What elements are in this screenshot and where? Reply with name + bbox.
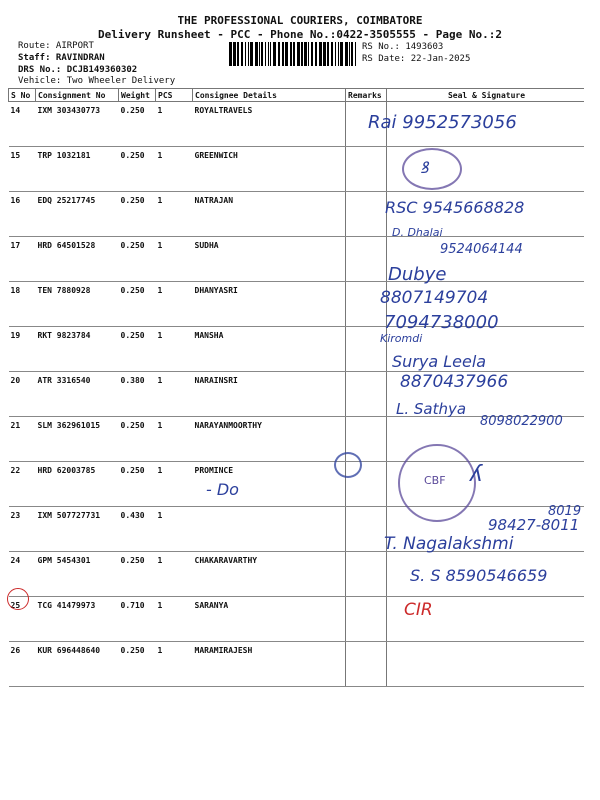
cell-sno: 18 xyxy=(9,282,36,327)
handwritten-code-26: CIR xyxy=(404,600,433,620)
handwritten-phone-25: S. S 8590546659 xyxy=(410,566,548,585)
cell-consignee: MANSHA xyxy=(193,327,346,372)
cell-consignment: KUR 696448640 xyxy=(36,642,119,687)
col-weight: Weight xyxy=(119,89,156,102)
cell-remarks xyxy=(346,372,387,417)
handwritten-signature-15: ꝸ xyxy=(420,158,429,177)
cell-weight: 0.430 xyxy=(119,507,156,552)
handwritten-phone-19: 7094738000 xyxy=(384,312,499,333)
cell-consignment: TCG 41479973 xyxy=(36,597,119,642)
cell-weight: 0.250 xyxy=(119,282,156,327)
runsheet-subtitle: Delivery Runsheet - PCC - Phone No.:0422-3505555 - Page No.:2 xyxy=(98,28,502,41)
staff-label: Staff: RAVINDRAN xyxy=(18,53,105,63)
cell-pcs: 1 xyxy=(156,642,193,687)
vehicle-label: Vehicle: Two Wheeler Delivery xyxy=(18,76,176,86)
cell-sno: 14 xyxy=(9,102,36,147)
handwritten-name-19: Kiromdi xyxy=(380,332,423,345)
handwritten-ditto-23: - Do xyxy=(206,480,239,499)
table-row xyxy=(9,597,585,642)
cell-consignee xyxy=(193,507,346,552)
cell-weight: 0.250 xyxy=(119,417,156,462)
cell-weight: 0.250 xyxy=(119,102,156,147)
cell-signature xyxy=(387,642,585,687)
cell-pcs: 1 xyxy=(156,462,193,507)
cell-sno: 24 xyxy=(9,552,36,597)
cell-consignment: RKT 9823784 xyxy=(36,327,119,372)
cell-consignee: SARANYA xyxy=(193,597,346,642)
cell-pcs: 1 xyxy=(156,327,193,372)
cell-consignment: TRP 1032181 xyxy=(36,147,119,192)
stamp-15 xyxy=(402,148,462,190)
cell-consignee: MARAMIRAJESH xyxy=(193,642,346,687)
cell-consignment: IXM 303430773 xyxy=(36,102,119,147)
cell-consignee: NARAINSRI xyxy=(193,372,346,417)
cell-pcs: 1 xyxy=(156,282,193,327)
col-signature: Seal & Signature xyxy=(387,89,585,102)
cell-sno: 26 xyxy=(9,642,36,687)
route-label: Route: AIRPORT xyxy=(18,41,94,51)
rs-date: RS Date: 22-Jan-2025 xyxy=(362,54,471,64)
cell-weight: 0.250 xyxy=(119,462,156,507)
handwritten-phone-20: 8870437966 xyxy=(400,372,509,392)
cell-consignment: HRD 64501528 xyxy=(36,237,119,282)
cell-sno: 19 xyxy=(9,327,36,372)
handwritten-signature-23: ʎ xyxy=(470,462,484,487)
cell-consignment: HRD 62003785 xyxy=(36,462,119,507)
cell-remarks xyxy=(346,507,387,552)
cell-pcs: 1 xyxy=(156,417,193,462)
cell-consignee: ROYALTRAVELS xyxy=(193,102,346,147)
cell-pcs: 1 xyxy=(156,507,193,552)
cell-weight: 0.250 xyxy=(119,552,156,597)
table-row xyxy=(9,327,585,372)
cell-consignment: EDQ 25217745 xyxy=(36,192,119,237)
cell-remarks xyxy=(346,552,387,597)
table-row xyxy=(9,642,585,687)
cell-consignment: GPM 5454301 xyxy=(36,552,119,597)
handwritten-name-25: T. Nagalakshmi xyxy=(384,534,514,554)
row-26-circle-mark xyxy=(7,588,29,610)
col-consignment: Consignment No xyxy=(36,89,119,102)
cell-pcs: 1 xyxy=(156,552,193,597)
cell-consignee: NATRAJAN xyxy=(193,192,346,237)
cell-remarks xyxy=(346,192,387,237)
cell-consignment: ATR 3316540 xyxy=(36,372,119,417)
cell-consignment: SLM 362961015 xyxy=(36,417,119,462)
handwritten-name-20: Surya Leela xyxy=(392,352,487,371)
cell-remarks xyxy=(346,147,387,192)
cell-pcs: 1 xyxy=(156,192,193,237)
handwritten-name-18: Dubye xyxy=(388,264,447,285)
drs-number: DRS No.: DCJB149360302 xyxy=(18,65,138,75)
cell-sno: 15 xyxy=(9,147,36,192)
cell-consignee: NARAYANMOORTHY xyxy=(193,417,346,462)
cell-pcs: 1 xyxy=(156,102,193,147)
rs-number: RS No.: 1493603 xyxy=(362,42,444,52)
col-sno: S No xyxy=(9,89,36,102)
cell-pcs: 1 xyxy=(156,597,193,642)
handwritten-name-21: L. Sathya xyxy=(396,400,467,418)
barcode-image xyxy=(229,42,357,66)
cell-consignee: PROMINCE xyxy=(193,462,346,507)
col-remarks: Remarks xyxy=(346,89,387,102)
cell-remarks xyxy=(346,642,387,687)
cell-sno: 25 xyxy=(9,597,36,642)
cell-weight: 0.250 xyxy=(119,192,156,237)
cell-weight: 0.250 xyxy=(119,147,156,192)
cell-weight: 0.250 xyxy=(119,642,156,687)
col-pcs: PCS xyxy=(156,89,193,102)
cell-consignee: DHANYASRI xyxy=(193,282,346,327)
handwritten-phone-18: 8807149704 xyxy=(380,288,489,308)
col-consignee: Consignee Details xyxy=(193,89,346,102)
cell-sno: 17 xyxy=(9,237,36,282)
cell-sno: 16 xyxy=(9,192,36,237)
cell-consignee: SUDHA xyxy=(193,237,346,282)
cell-consignment: IXM 507727731 xyxy=(36,507,119,552)
cell-consignment: TEN 7880928 xyxy=(36,282,119,327)
table-row xyxy=(9,147,585,192)
cell-pcs: 1 xyxy=(156,372,193,417)
cell-remarks xyxy=(346,597,387,642)
cell-weight: 0.710 xyxy=(119,597,156,642)
cell-consignee: CHAKARAVARTHY xyxy=(193,552,346,597)
cell-pcs: 1 xyxy=(156,147,193,192)
cell-weight: 0.250 xyxy=(119,327,156,372)
cell-sno: 23 xyxy=(9,507,36,552)
handwritten-phone-21: 8098022900 xyxy=(480,414,563,429)
table-row xyxy=(9,462,585,507)
cell-remarks xyxy=(346,237,387,282)
seal-text: CBF xyxy=(424,474,446,487)
handwritten-phone-17: 9524064144 xyxy=(440,242,523,257)
cell-sno: 22 xyxy=(9,462,36,507)
handwritten-phone-24: 98427-8011 xyxy=(488,516,580,534)
company-title: THE PROFESSIONAL COURIERS, COIMBATORE xyxy=(177,14,423,27)
handwritten-name-17: D. Dhalai xyxy=(392,226,443,239)
cell-weight: 0.380 xyxy=(119,372,156,417)
cell-sno: 21 xyxy=(9,417,36,462)
cell-sno: 20 xyxy=(9,372,36,417)
handwritten-signature-14: Rai 9952573056 xyxy=(368,112,517,133)
cell-consignee: GREENWICH xyxy=(193,147,346,192)
table-header-row xyxy=(9,89,585,102)
handwritten-note-24: 8019 xyxy=(548,504,582,519)
handwritten-signature-16: RSC 9545668828 xyxy=(385,198,525,217)
cell-pcs: 1 xyxy=(156,237,193,282)
ink-mark-22 xyxy=(334,452,362,478)
cell-weight: 0.250 xyxy=(119,237,156,282)
